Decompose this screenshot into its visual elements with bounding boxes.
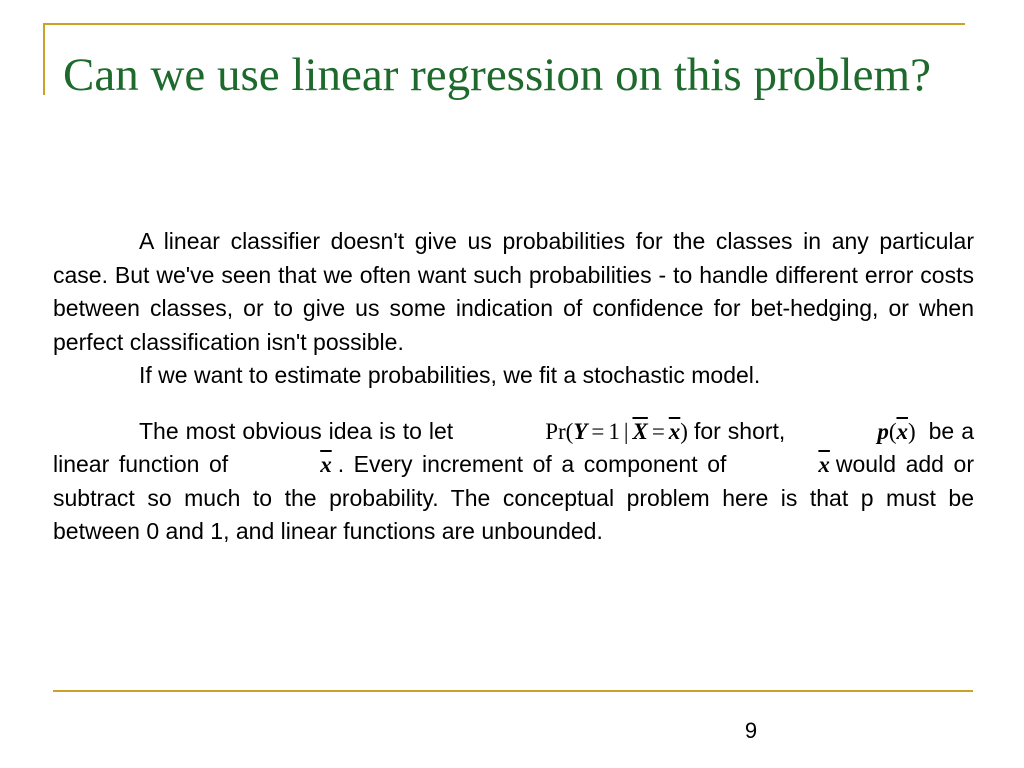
formula-x-vector: $\overline{x}$ [668,418,681,444]
formula-pr: Pr( [545,418,574,444]
formula-p-of-x [791,415,915,449]
text-linear-function-of: be a linear function of [53,417,974,477]
formula-close-paren: ) [907,418,916,444]
formula-y: Y [573,418,588,444]
formula-close-paren: ) [680,418,688,444]
top-frame-rule [43,23,965,25]
formula-x: $\overline{x}$ [320,452,332,477]
paragraph-stochastic-model: If we want to estimate probabilities, we fit a stochastic model. [139,362,761,388]
formula-pr-y-given-x [459,415,688,449]
formula-x-vector [732,448,830,482]
slide-title: Can we use linear regression on this problem? [63,49,931,101]
formula-p: p [877,418,889,444]
formula-x-vector [234,448,332,482]
formula-open-paren: ( [888,418,897,444]
formula-one: 1 [608,418,620,444]
formula-given-bar: | [623,418,629,444]
formula-equals: = [651,418,665,444]
text-for-short: for short, [693,417,786,444]
text-most-obvious: The most obvious idea is to let [139,417,454,444]
paragraph-obvious-idea [53,415,974,549]
left-frame-rule [43,23,45,95]
formula-x-capital: $\overline{X}$ [632,418,648,444]
text-would-add-subtract: would add or subtract so much to the probability. The conceptual problem here is that p must be between 0 and 1, and linear functions are unbounded. [53,451,974,544]
bottom-rule [53,690,973,692]
formula-x: $\overline{x}$ [818,452,830,477]
formula-equals: = [591,418,605,444]
text-every-increment: . Every increment of a component of [337,451,727,477]
formula-x-vector: $\overline{x}$ [896,418,908,444]
page-number: 9 [744,718,758,743]
paragraph-linear-classifier: A linear classifier doesn't give us probabilities for the classes in any particular case. But we've seen that we often want such probabilities - to handle different error costs between classes, or to give us some indication of confidence for bet-hedging, or when perfect classification isn't possible. [53,228,974,355]
slide-body [53,225,974,549]
